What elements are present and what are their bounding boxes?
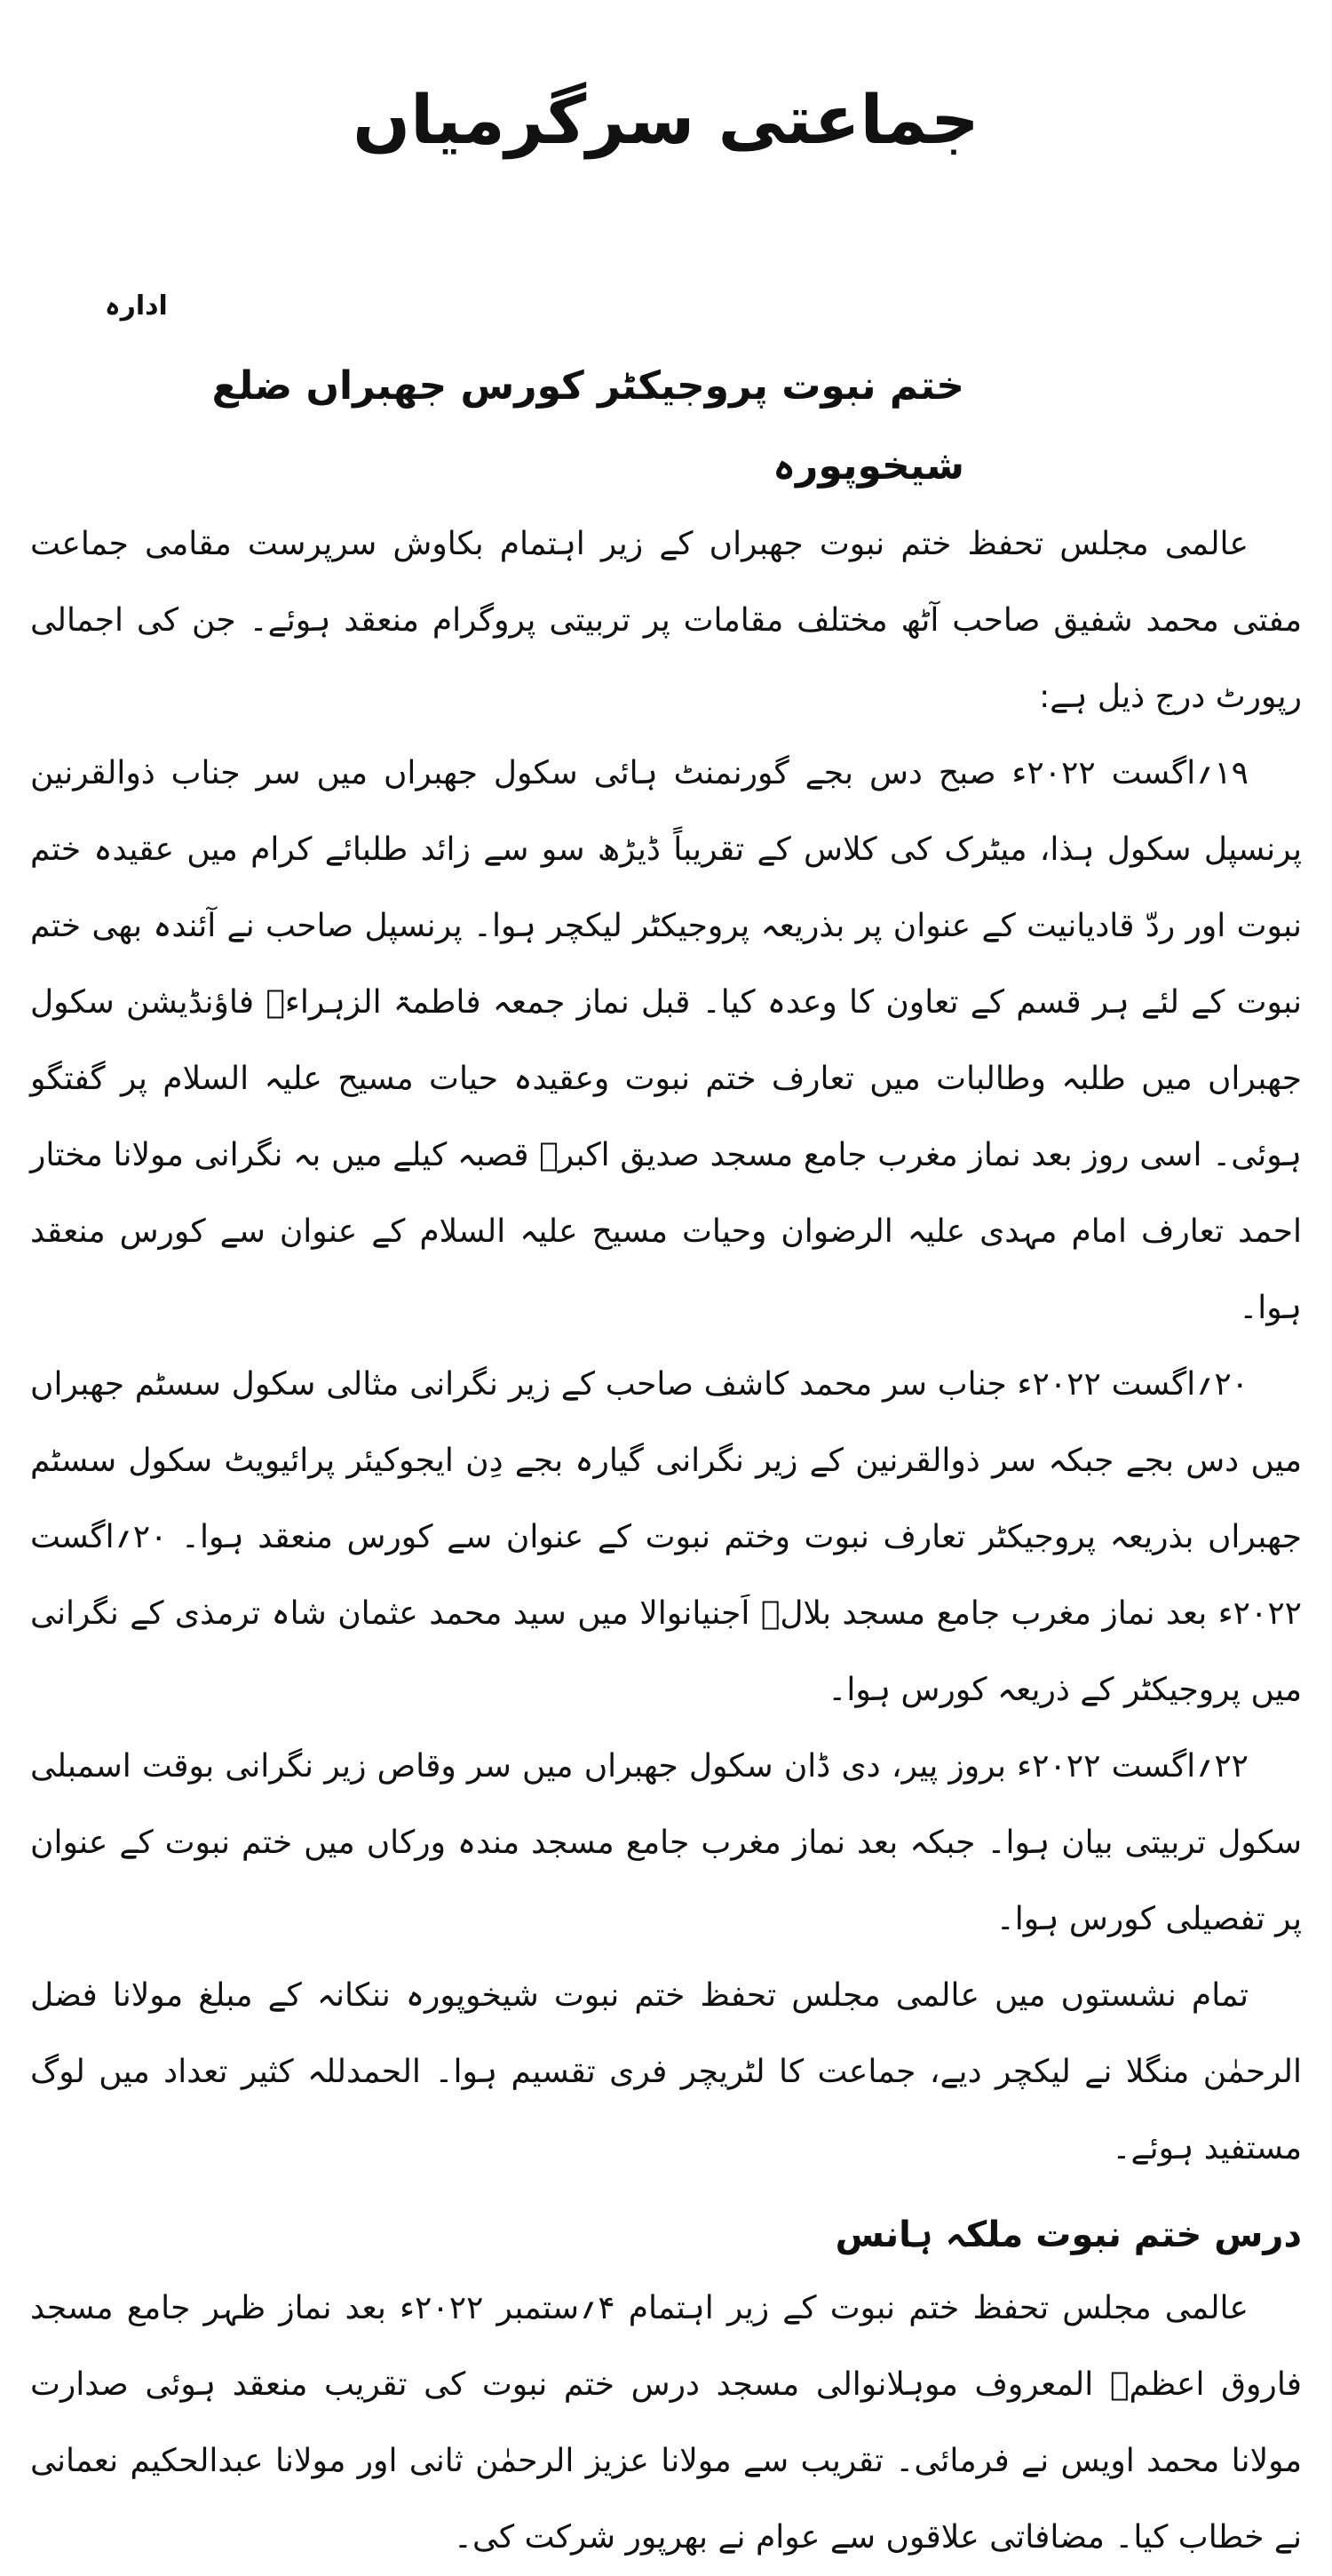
paragraph-dars: عالمی مجلس تحفظ ختم نبوت کے زیر اہتمام ۴؍ستمبر ۲۰۲۲ء بعد نماز ظہر جامع مسجد فاروق اعظمؓ المعروف موہلانوالی مسجد درس ختم نبوت کی تقریب منعقد ہوئی صدارت مولانا محمد اویس نے فرمائی۔ تقریب سے مولانا عزیز الرحمٰن ثانی اور مولانا عبدالحکیم نعمانی نے خطاب کیا۔ مضافاتی علاقوں سے عوام نے بھرپور شرکت کی۔ xyxy=(30,2290,1302,2556)
section-heading-1: ختم نبوت پروجیکٹر کورس جھبراں ضلع شیخوپورہ xyxy=(211,363,964,489)
page-title: جماعتی سرگرمیاں xyxy=(353,80,979,159)
paragraph-aug-20: ۲۰؍اگست ۲۰۲۲ء جناب سر محمد کاشف صاحب کے زیر نگرانی مثالی سکول سسٹم جھبراں میں دس بجے جبکہ سر ذوالقرنین کے زیر نگرانی گیارہ بجے دِن ایجوکیئر پرائیویٹ سکول سسٹم جھبراں بذریعہ پروجیکٹر تعارف نبوت وختم نبوت کے عنوان سے کورس منعقد ہوا۔ ۲۰؍اگست ۲۰۲۲ء بعد نماز مغرب جامع مسجد بلالؓ اَجنیانوالا میں سید محمد عثمان شاہ ترمذی کے نگرانی میں پروجیکٹر کے ذریعہ کورس ہوا۔ xyxy=(30,1366,1302,1708)
paragraph-intro: عالمی مجلس تحفظ ختم نبوت جھبراں کے زیر اہتمام بکاوش سرپرست مقامی جماعت مفتی محمد شفیق صاحب آٹھ مختلف مقامات پر تربیتی پروگرام منعقد ہوئے۔ جن کی اجمالی رپورٹ درج ذیل ہے: xyxy=(30,526,1302,715)
paragraph-aug-22: ۲۲؍اگست ۲۰۲۲ء بروز پیر، دی ڈان سکول جھبراں میں سر وقاص زیر نگرانی بوقت اسمبلی سکول تربیتی بیان ہوا۔ جبکہ بعد نماز مغرب جامع مسجد مندہ ورکاں میں ختم نبوت کے عنوان پر تفصیلی کورس ہوا۔ xyxy=(30,1748,1302,1937)
paragraph-aug-19: ۱۹؍اگست ۲۰۲۲ء صبح دس بجے گورنمنٹ ہائی سکول جھبراں میں سر جناب ذوالقرنین پرنسپل سکول ہذا، میٹرک کی کلاس کے تقریباً ڈیڑھ سو سے زائد طلبائے کرام میں عقیدہ ختم نبوت اور ردّ قادیانیت کے عنوان پر بذریعہ پروجیکٹر لیکچر ہوا۔ پرنسپل صاحب نے آئندہ بھی ختم نبوت کے لئے ہر قسم کے تعاون کا وعدہ کیا۔ قبل نماز جمعہ فاطمۃ الزہراءؓ فاؤنڈیشن سکول جھبراں میں طلبہ وطالبات میں تعارف ختم نبوت وعقیدہ حیات مسیح علیہ السلام پر گفتگو ہوئی۔ اسی روز بعد نماز مغرب جامع مسجد صدیق اکبرؓ قصبہ کیلے میں بہ نگرانی مولانا مختار احمد تعارف امام مہدی علیہ الرضوان وحیات مسیح علیہ السلام کے عنوان سے کورس منعقد ہوا۔ xyxy=(30,755,1302,1326)
section-heading-2: درس ختم نبوت ملکہ ہانس xyxy=(835,2214,1302,2255)
paragraph-summary: تمام نشستوں میں عالمی مجلس تحفظ ختم نبوت شیخوپورہ ننکانہ کے مبلغ مولانا فضل الرحمٰن منگلا نے لیکچر دیے، جماعت کا لٹریچر فری تقسیم ہوا۔ الحمدللہ کثیر تعداد میں لوگ مستفید ہوئے۔ xyxy=(30,1977,1302,2167)
byline: ادارہ xyxy=(105,290,168,322)
